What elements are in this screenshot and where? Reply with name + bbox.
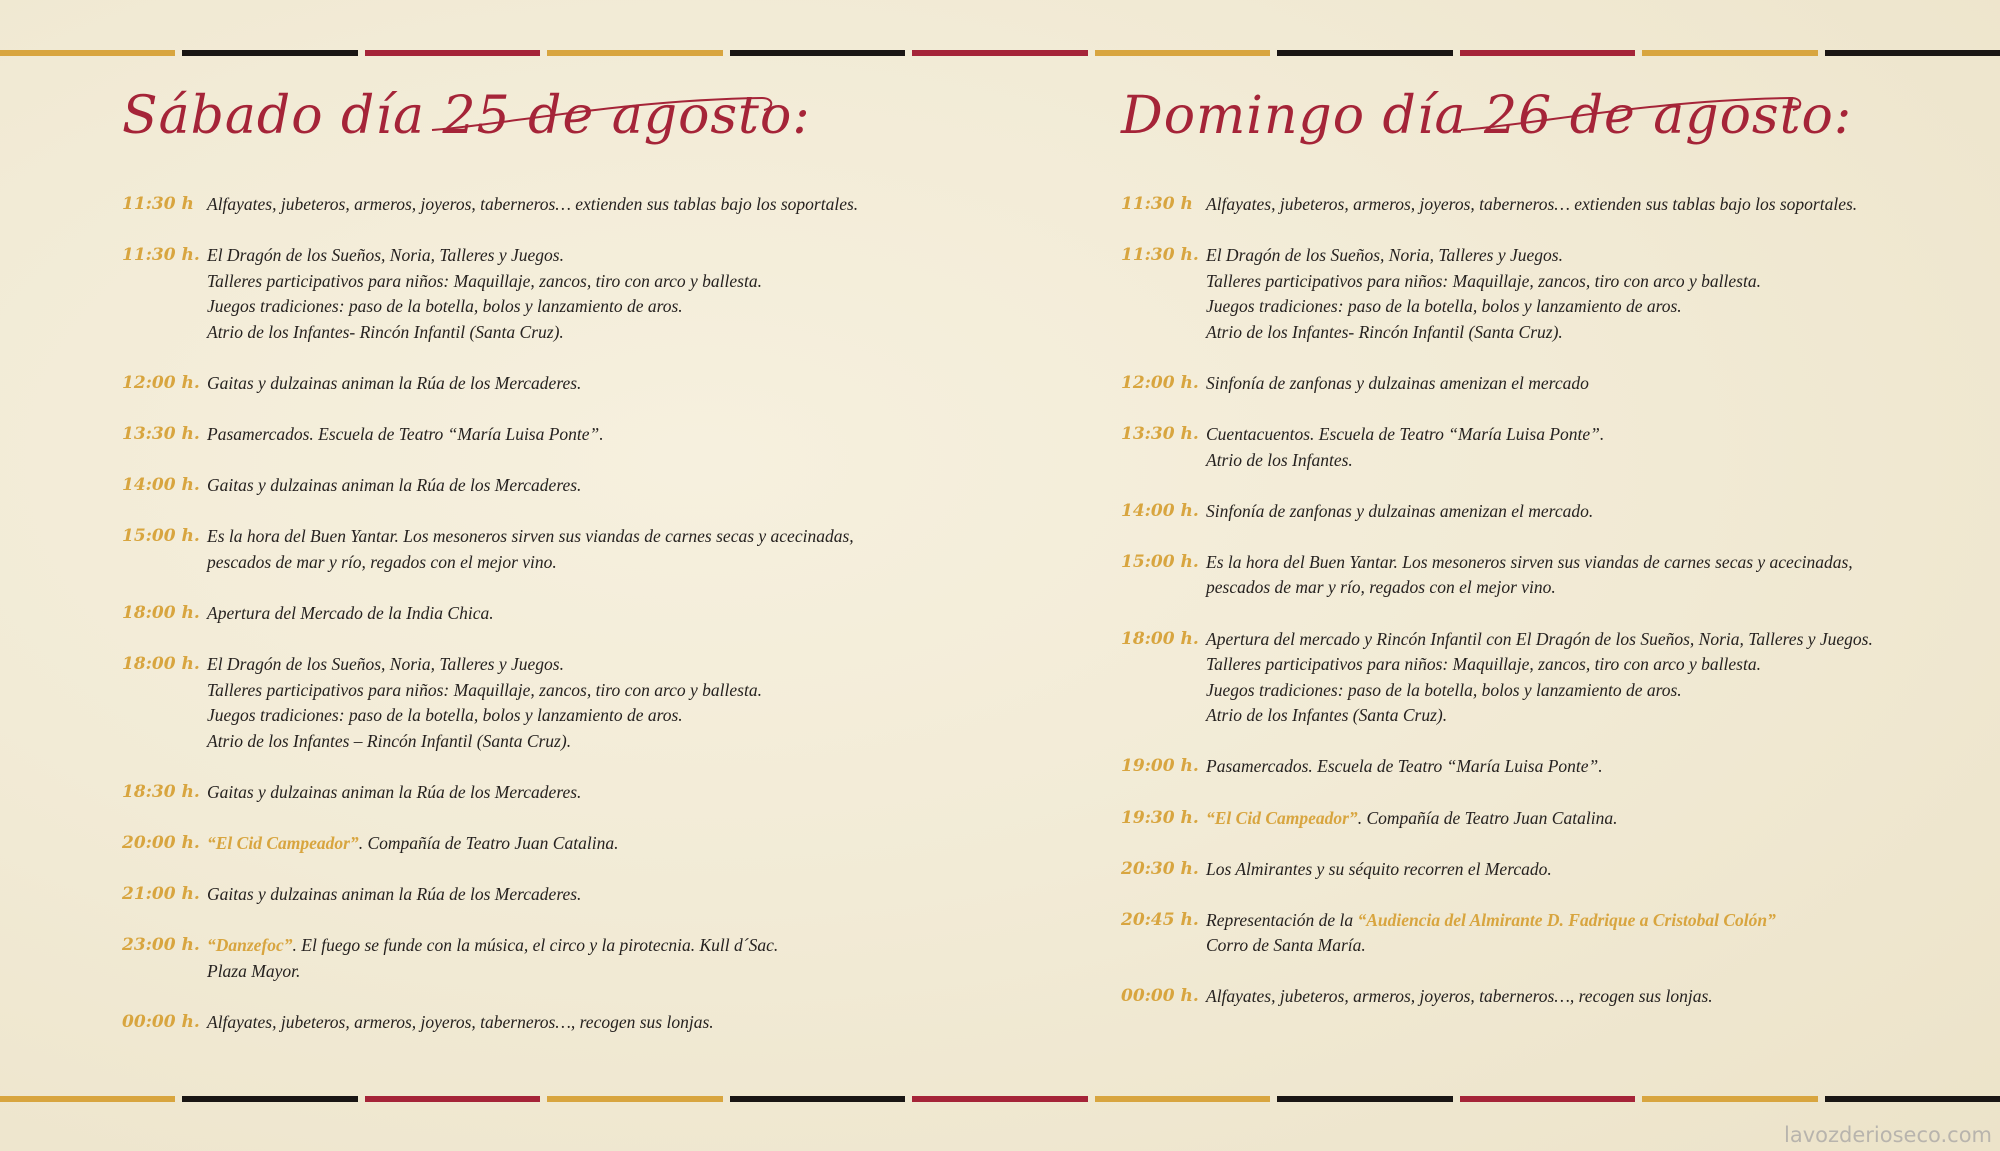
schedule-event bbox=[1121, 908, 1991, 959]
schedule-event bbox=[122, 524, 962, 575]
event-description bbox=[1206, 499, 1991, 525]
event-time: 18:30 h. bbox=[122, 781, 200, 802]
event-line bbox=[1206, 627, 1991, 653]
event-time: 21:00 h. bbox=[122, 884, 200, 905]
event-text: Corro de Santa María. bbox=[1206, 935, 1366, 956]
event-line bbox=[1206, 703, 1991, 729]
schedule-event bbox=[122, 831, 962, 857]
event-time: 13:30 h. bbox=[1121, 424, 1199, 445]
event-line bbox=[1206, 908, 1991, 934]
event-text: Cuentacuentos. Escuela de Teatro “María Luisa Ponte”. bbox=[1206, 424, 1605, 445]
event-text: Talleres participativos para niños: Maquillaje, zancos, tiro con arco y ballesta. bbox=[207, 270, 762, 291]
event-highlight-title: “Audiencia del Almirante D. Fadrique a Cristobal Colón” bbox=[1357, 909, 1776, 930]
schedule-event bbox=[1121, 243, 1991, 345]
event-line bbox=[207, 882, 962, 908]
title-flourish-icon bbox=[1451, 90, 1811, 140]
event-time: 14:00 h. bbox=[1121, 500, 1199, 521]
event-description bbox=[1206, 857, 1991, 883]
event-line bbox=[207, 652, 962, 678]
event-description bbox=[1206, 908, 1991, 959]
event-line bbox=[1206, 550, 1991, 576]
event-line bbox=[207, 780, 962, 806]
event-time: 00:00 h. bbox=[1121, 986, 1199, 1007]
event-text: Alfayates, jubeteros, armeros, joyeros, taberneros… extienden sus tablas bajo los soportales. bbox=[1206, 194, 1858, 214]
schedule-event bbox=[122, 933, 962, 984]
event-highlight-title: “Danzefoc” bbox=[207, 935, 293, 956]
event-time: 11:30 h bbox=[122, 194, 194, 214]
event-description bbox=[1206, 243, 1991, 345]
event-text: . Compañía de Teatro Juan Catalina. bbox=[358, 833, 619, 853]
event-time: 19:30 h. bbox=[1121, 807, 1199, 828]
event-line bbox=[207, 678, 962, 704]
stripe-segment bbox=[182, 50, 357, 56]
event-text: Gaitas y dulzainas animan la Rúa de los Mercaderes. bbox=[207, 475, 582, 496]
event-text: Juegos tradiciones: paso de la botella, bolos y lanzamiento de aros. bbox=[1206, 679, 1682, 700]
sunday-title: Domingo día 26 de agosto: bbox=[1121, 86, 1853, 146]
event-description bbox=[207, 831, 962, 857]
schedule-event bbox=[122, 473, 962, 499]
title-flourish-icon bbox=[422, 90, 782, 140]
event-line bbox=[1206, 575, 1991, 601]
event-line bbox=[1206, 806, 1991, 832]
schedule-event bbox=[1121, 627, 1991, 729]
event-time: 12:00 h. bbox=[122, 372, 200, 393]
event-line bbox=[1206, 192, 1991, 218]
event-time: 20:45 h. bbox=[1121, 909, 1199, 930]
event-text: Juegos tradiciones: paso de la botella, bolos y lanzamiento de aros. bbox=[207, 705, 683, 726]
watermark: lavozderioseco.com bbox=[1784, 1123, 1992, 1147]
event-line bbox=[1206, 933, 1991, 959]
event-text: Talleres participativos para niños: Maquillaje, zancos, tiro con arco y ballesta. bbox=[207, 679, 762, 700]
schedule-event bbox=[1121, 192, 1991, 218]
event-text: El Dragón de los Sueños, Noria, Talleres y Juegos. bbox=[1206, 245, 1563, 266]
event-line bbox=[207, 601, 962, 627]
event-line bbox=[1206, 371, 1991, 397]
event-highlight-title: “El Cid Campeador” bbox=[207, 833, 359, 853]
event-text: Apertura del mercado y Rincón Infantil con El Dragón de los Sueños, Noria, Talleres y Juegos. bbox=[1206, 628, 1873, 649]
saturday-events bbox=[122, 192, 962, 1061]
schedule-event bbox=[122, 1010, 962, 1036]
event-line bbox=[207, 550, 962, 576]
event-time: 15:00 h. bbox=[122, 526, 200, 547]
event-time: 18:00 h. bbox=[1121, 628, 1199, 649]
event-text: Talleres participativos para niños: Maquillaje, zancos, tiro con arco y ballesta. bbox=[1206, 654, 1761, 675]
event-line bbox=[207, 192, 962, 218]
stripe-segment bbox=[1095, 50, 1270, 56]
event-text-prefix: Representación de la bbox=[1206, 909, 1358, 930]
event-text: Plaza Mayor. bbox=[207, 960, 301, 981]
event-line bbox=[1206, 678, 1991, 704]
stripe-segment bbox=[1277, 1096, 1452, 1102]
stripe-segment bbox=[1277, 50, 1452, 56]
schedule-event bbox=[122, 243, 962, 345]
event-line bbox=[207, 1010, 962, 1036]
event-time: 12:00 h. bbox=[1121, 372, 1199, 393]
event-text: Atrio de los Infantes- Rincón Infantil (Santa Cruz). bbox=[207, 321, 564, 342]
event-text: El Dragón de los Sueños, Noria, Talleres y Juegos. bbox=[207, 654, 564, 675]
event-description bbox=[207, 473, 962, 499]
event-text: Los Almirantes y su séquito recorren el Mercado. bbox=[1206, 858, 1552, 879]
saturday-title: Sábado día 25 de agosto: bbox=[122, 86, 811, 146]
stripe-segment bbox=[365, 50, 540, 56]
event-line bbox=[1206, 984, 1991, 1010]
event-time: 11:30 h bbox=[1121, 194, 1193, 214]
event-line bbox=[207, 294, 962, 320]
event-description bbox=[207, 780, 962, 806]
event-description bbox=[207, 192, 962, 218]
event-description bbox=[1206, 984, 1991, 1010]
schedule-event bbox=[122, 601, 962, 627]
event-description bbox=[1206, 806, 1991, 832]
schedule-event bbox=[1121, 857, 1991, 883]
stripe-segment bbox=[730, 1096, 905, 1102]
event-text: Gaitas y dulzainas animan la Rúa de los Mercaderes. bbox=[207, 884, 582, 905]
schedule-event bbox=[1121, 499, 1991, 525]
event-line bbox=[1206, 652, 1991, 678]
sunday-events bbox=[1121, 192, 1991, 1035]
event-line bbox=[207, 933, 962, 959]
event-line bbox=[1206, 320, 1991, 346]
event-text: . Compañía de Teatro Juan Catalina. bbox=[1357, 807, 1618, 828]
event-text: Alfayates, jubeteros, armeros, joyeros, taberneros… extienden sus tablas bajo los soportales. bbox=[207, 194, 859, 214]
event-description bbox=[1206, 422, 1991, 473]
event-line bbox=[207, 524, 962, 550]
event-description bbox=[1206, 192, 1991, 218]
schedule-event bbox=[1121, 422, 1991, 473]
event-description bbox=[207, 371, 962, 397]
event-text: Apertura del Mercado de la India Chica. bbox=[207, 602, 494, 623]
schedule-event bbox=[122, 422, 962, 448]
event-line bbox=[207, 269, 962, 295]
stripe-segment bbox=[1642, 50, 1817, 56]
schedule-event bbox=[1121, 550, 1991, 601]
event-time: 00:00 h. bbox=[122, 1011, 200, 1032]
bottom-decorative-stripe bbox=[0, 1096, 2000, 1102]
event-text: Juegos tradiciones: paso de la botella, bolos y lanzamiento de aros. bbox=[207, 296, 683, 317]
event-text: Atrio de los Infantes (Santa Cruz). bbox=[1206, 705, 1448, 726]
event-line bbox=[1206, 243, 1991, 269]
event-description bbox=[207, 601, 962, 627]
event-line bbox=[207, 320, 962, 346]
event-time: 15:00 h. bbox=[1121, 551, 1199, 572]
schedule-event bbox=[122, 192, 962, 218]
stripe-segment bbox=[730, 50, 905, 56]
event-description bbox=[207, 652, 962, 754]
event-line bbox=[1206, 422, 1991, 448]
schedule-event bbox=[1121, 371, 1991, 397]
stripe-segment bbox=[1825, 1096, 2000, 1102]
stripe-segment bbox=[1460, 50, 1635, 56]
stripe-segment bbox=[0, 50, 175, 56]
event-line bbox=[1206, 857, 1991, 883]
stripe-segment bbox=[912, 1096, 1087, 1102]
event-text: Es la hora del Buen Yantar. Los mesoneros sirven sus viandas de carnes secas y acecinadas, bbox=[1206, 551, 1853, 572]
event-line bbox=[1206, 499, 1991, 525]
event-time: 14:00 h. bbox=[122, 475, 200, 496]
event-time: 18:00 h. bbox=[122, 602, 200, 623]
event-line bbox=[1206, 294, 1991, 320]
schedule-event bbox=[1121, 984, 1991, 1010]
event-text: Alfayates, jubeteros, armeros, joyeros, taberneros…, recogen sus lonjas. bbox=[1206, 986, 1713, 1007]
schedule-event bbox=[122, 780, 962, 806]
stripe-segment bbox=[912, 50, 1087, 56]
event-text: Sinfonía de zanfonas y dulzainas amenizan el mercado. bbox=[1206, 500, 1594, 521]
event-description bbox=[207, 933, 962, 984]
event-text: El Dragón de los Sueños, Noria, Talleres y Juegos. bbox=[207, 245, 564, 266]
stripe-segment bbox=[182, 1096, 357, 1102]
stripe-segment bbox=[0, 1096, 175, 1102]
schedule-event bbox=[122, 371, 962, 397]
event-line bbox=[207, 831, 962, 857]
stripe-segment bbox=[1460, 1096, 1635, 1102]
event-time: 11:30 h. bbox=[1121, 245, 1199, 266]
event-time: 23:00 h. bbox=[122, 935, 200, 956]
event-text: Talleres participativos para niños: Maquillaje, zancos, tiro con arco y ballesta. bbox=[1206, 270, 1761, 291]
schedule-event bbox=[1121, 754, 1991, 780]
event-text: Pasamercados. Escuela de Teatro “María Luisa Ponte”. bbox=[1206, 756, 1603, 777]
event-description bbox=[207, 422, 962, 448]
event-time: 20:30 h. bbox=[1121, 858, 1199, 879]
event-line bbox=[207, 422, 962, 448]
event-description bbox=[1206, 754, 1991, 780]
event-description bbox=[207, 524, 962, 575]
event-line bbox=[207, 243, 962, 269]
event-text: pescados de mar y río, regados con el mejor vino. bbox=[207, 551, 557, 572]
event-text: Alfayates, jubeteros, armeros, joyeros, taberneros…, recogen sus lonjas. bbox=[207, 1011, 714, 1032]
event-text: Atrio de los Infantes. bbox=[1206, 449, 1353, 470]
event-text: Gaitas y dulzainas animan la Rúa de los Mercaderes. bbox=[207, 372, 582, 393]
stripe-segment bbox=[365, 1096, 540, 1102]
event-text: Juegos tradiciones: paso de la botella, bolos y lanzamiento de aros. bbox=[1206, 296, 1682, 317]
event-text: Atrio de los Infantes – Rincón Infantil (Santa Cruz). bbox=[207, 730, 572, 751]
event-line bbox=[207, 959, 962, 985]
stripe-segment bbox=[1825, 50, 2000, 56]
event-text: Es la hora del Buen Yantar. Los mesoneros sirven sus viandas de carnes secas y acecinadas, bbox=[207, 526, 854, 547]
event-line bbox=[1206, 448, 1991, 474]
event-text: Atrio de los Infantes- Rincón Infantil (Santa Cruz). bbox=[1206, 321, 1563, 342]
event-text: pescados de mar y río, regados con el mejor vino. bbox=[1206, 577, 1556, 598]
stripe-segment bbox=[547, 1096, 722, 1102]
schedule-event bbox=[122, 882, 962, 908]
event-line bbox=[1206, 754, 1991, 780]
event-time: 13:30 h. bbox=[122, 424, 200, 445]
event-description bbox=[1206, 550, 1991, 601]
event-highlight-title: “El Cid Campeador” bbox=[1206, 807, 1358, 828]
event-text: Pasamercados. Escuela de Teatro “María Luisa Ponte”. bbox=[207, 424, 604, 445]
event-time: 18:00 h. bbox=[122, 654, 200, 675]
schedule-event bbox=[1121, 806, 1991, 832]
event-description bbox=[207, 882, 962, 908]
event-description bbox=[207, 1010, 962, 1036]
stripe-segment bbox=[1642, 1096, 1817, 1102]
event-line bbox=[207, 371, 962, 397]
event-time: 20:00 h. bbox=[122, 833, 200, 853]
event-text: . El fuego se funde con la música, el circo y la pirotecnia. Kull d´Sac. bbox=[292, 935, 779, 956]
event-time: 19:00 h. bbox=[1121, 756, 1199, 777]
event-line bbox=[207, 703, 962, 729]
stripe-segment bbox=[547, 50, 722, 56]
event-line bbox=[1206, 269, 1991, 295]
event-time: 11:30 h. bbox=[122, 245, 200, 266]
event-text: Gaitas y dulzainas animan la Rúa de los Mercaderes. bbox=[207, 781, 582, 802]
event-description bbox=[1206, 371, 1991, 397]
schedule-event bbox=[122, 652, 962, 754]
event-description bbox=[1206, 627, 1991, 729]
event-line bbox=[207, 729, 962, 755]
event-description bbox=[207, 243, 962, 345]
top-decorative-stripe bbox=[0, 50, 2000, 56]
event-text: Sinfonía de zanfonas y dulzainas amenizan el mercado bbox=[1206, 372, 1589, 393]
event-line bbox=[207, 473, 962, 499]
stripe-segment bbox=[1095, 1096, 1270, 1102]
